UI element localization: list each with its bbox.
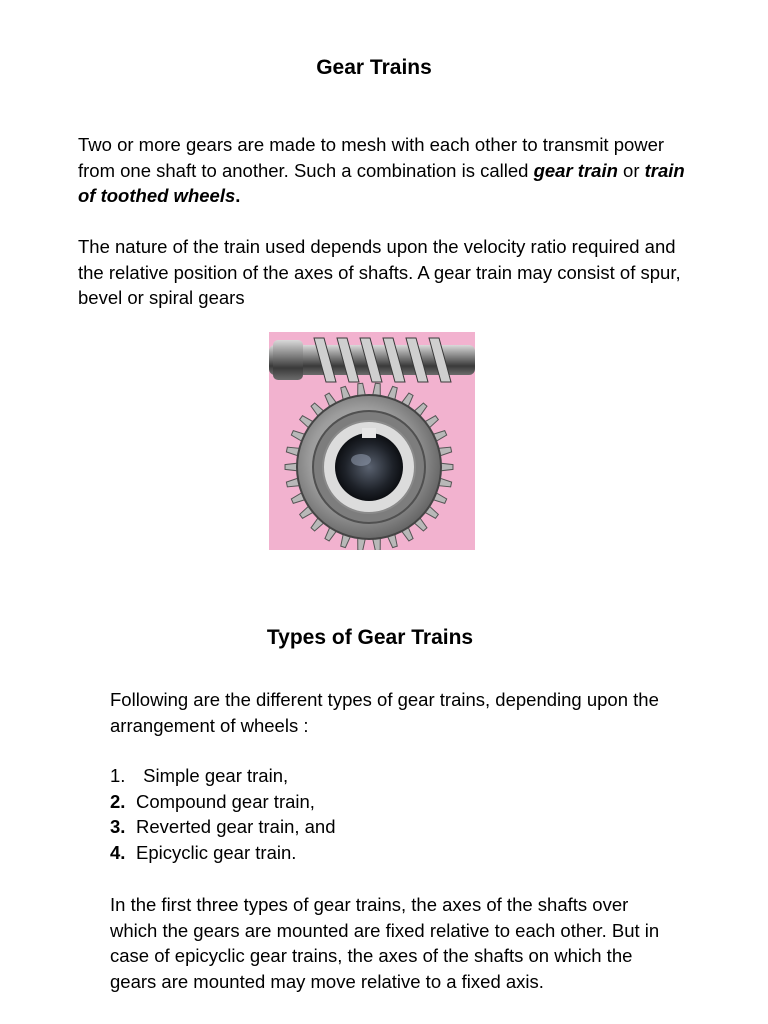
- intro-text-before: Two or more gears are made to mesh with each other to transmit power from one shaft to another. Such a combination is called: [78, 134, 665, 181]
- list-item: [110, 763, 336, 789]
- worm-gear-image: [269, 332, 475, 550]
- term-train-of-toothed-wheels: train of toothed wheels: [78, 159, 685, 206]
- closing-paragraph: In the first three types of gear trains, the axes of the shafts over which the gears are mounted are fixed relative to each other. But in case of epicyclic gear trains, the axes of the shafts on which the gears are mounted may move relative to a fixed axis.: [110, 894, 660, 992]
- list-item-number: 4.: [110, 841, 126, 863]
- gear-train-types-list: [110, 763, 336, 865]
- term-gear-train: gear train: [533, 159, 618, 181]
- list-item-label: Reverted gear train, and: [136, 816, 336, 837]
- list-item-label: Epicyclic gear train.: [136, 841, 297, 863]
- list-item-number: 1.: [110, 765, 126, 786]
- types-intro-paragraph: Following are the different types of gear trains, depending upon the arrangement of wheels :: [110, 689, 659, 736]
- intro-text-between: or: [617, 159, 645, 181]
- list-item-number: 2.: [110, 790, 126, 812]
- list-item: [110, 814, 336, 840]
- section-title-types: Types of Gear Trains: [266, 626, 474, 649]
- list-item: [110, 840, 336, 866]
- intro-paragraph: [78, 132, 698, 209]
- list-item-label: Simple gear train,: [143, 765, 289, 786]
- list-item-label: Compound gear train,: [136, 790, 315, 812]
- intro-text-end: .: [235, 185, 241, 206]
- worm-gear-illustration: [269, 332, 475, 550]
- nature-paragraph: The nature of the train used depends upon the velocity ratio required and the relative position of the axes of shafts. A gear train may consist of spur, bevel or spiral gears: [78, 236, 681, 308]
- list-item: [110, 789, 336, 815]
- page-title: Gear Trains: [316, 56, 432, 79]
- list-item-number: 3.: [110, 816, 126, 837]
